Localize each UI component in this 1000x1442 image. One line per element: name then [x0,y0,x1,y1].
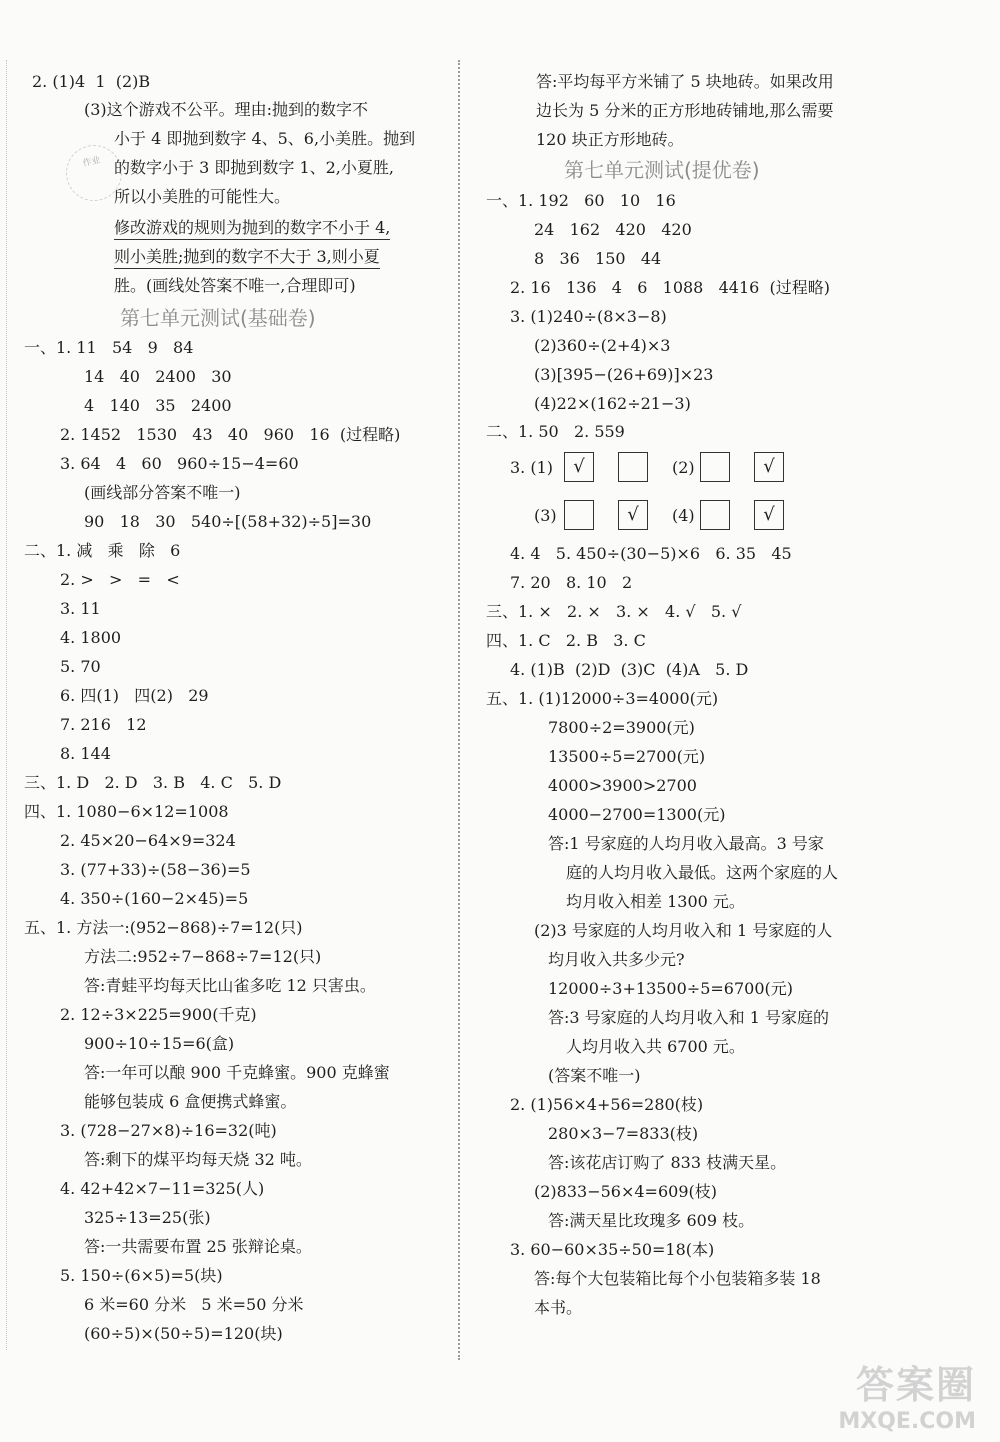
section-heading-advanced: 第七单元测试(提优卷) [564,158,760,182]
answer-line: 答:该花店订购了 833 枝满天星。 [548,1153,787,1172]
answer-check-box [618,452,648,482]
answer-line: 3. 64 4 60 960÷15−4=60 [60,454,299,473]
teacher-stamp: 作业 [61,140,127,206]
answer-line: (画线部分答案不唯一) [84,483,241,502]
answer-line: 13500÷5=2700(元) [548,747,706,766]
answer-line: 4. 4 5. 450÷(30−5)×6 6. 35 45 [510,544,792,563]
answer-line: 答:一年可以酿 900 千克蜂蜜。900 克蜂蜜 [84,1063,390,1082]
answer-check-box [700,452,730,482]
answer-line: (3)[395−(26+69)]×23 [534,365,714,384]
answer-line: 900÷10÷15=6(盒) [84,1034,235,1053]
answer-line: 四、1. C 2. B 3. C [486,631,646,650]
answer-line: (4) [672,506,695,525]
answer-line: 6. 四(1) 四(2) 29 [60,686,209,705]
answer-line: 人均月收入共 6700 元。 [566,1037,745,1056]
answer-line: 6 米=60 分米 5 米=50 分米 [84,1295,304,1314]
answer-line: 均月收入相差 1300 元。 [566,892,745,911]
answer-line: 均月收入共多少元? [548,950,685,969]
answer-line: 2. 45×20−64×9=324 [60,831,236,850]
answer-line: 答:3 号家庭的人均月收入和 1 号家庭的 [548,1008,830,1027]
answer-line: (2)3 号家庭的人均月收入和 1 号家庭的人 [534,921,833,940]
answer-line: 5. 150÷(6×5)=5(块) [60,1266,223,1285]
answer-line: 小于 4 即抛到数字 4、5、6,小美胜。抛到 [114,129,416,148]
answer-line: 2. (1)56×4+56=280(枝) [510,1095,704,1114]
answer-line: 庭的人均月收入最低。这两个家庭的人 [566,863,839,882]
answer-line: 7. 20 8. 10 2 [510,573,633,592]
answer-line: (答案不唯一) [548,1066,641,1085]
answer-line: 3. 60−60×35÷50=18(本) [510,1240,715,1259]
answer-line: 答:满天星比玫瑰多 609 枝。 [548,1211,755,1230]
answer-line: (3) [534,506,557,525]
answer-line: 2. > > = < [60,570,180,589]
answer-line: 280×3−7=833(枝) [548,1124,699,1143]
answer-line: 答:青蛙平均每天比山雀多吃 12 只害虫。 [84,976,376,995]
answer-line: 8. 144 [60,744,111,763]
answer-line: 2. 1452 1530 43 40 960 16 (过程略) [60,425,401,444]
answer-line: 4. (1)B (2)D (3)C (4)A 5. D [510,660,749,679]
answer-line: 答:平均每平方米铺了 5 块地砖。如果改用 [536,72,834,91]
page-edge-rule [6,60,7,1350]
answer-check-box: √ [754,452,784,482]
answer-line: 4000−2700=1300(元) [548,805,726,824]
answer-line: 答:1 号家庭的人均月收入最高。3 号家 [548,834,824,853]
answer-line: 7. 216 12 [60,715,147,734]
answer-line: 12000÷3+13500÷5=6700(元) [548,979,793,998]
answer-line: 4 140 35 2400 [84,396,232,415]
answer-line: (4)22×(162÷21−3) [534,394,691,413]
answer-line: (2) [672,458,695,477]
watermark-logo: 答案圈 [855,1363,976,1407]
answer-line: 答:每个大包装箱比每个小包装箱多装 18 [534,1269,821,1288]
answer-line: 一、1. 192 60 10 16 [486,191,676,210]
answer-line: 一、1. 11 54 9 84 [24,338,194,357]
answer-check-box: √ [564,452,594,482]
answer-line: 三、1. D 2. D 3. B 4. C 5. D [24,773,282,792]
answer-line: 3. (1) [510,458,554,477]
answer-line: 24 162 420 420 [534,220,692,239]
answer-line: 2. (1)4 1 (2)B [32,72,151,91]
right-column [486,60,976,1362]
answer-line: 2. 12÷3×225=900(千克) [60,1005,257,1024]
answer-line: 本书。 [534,1298,583,1317]
answer-line: 边长为 5 分米的正方形地砖铺地,那么需要 [536,101,834,120]
answer-line: (3)这个游戏不公平。理由:抛到的数字不 [84,100,369,119]
answer-line: 五、1. 方法一:(952−868)÷7=12(只) [24,918,303,937]
answer-line: 3. (728−27×8)÷16=32(吨) [60,1121,277,1140]
answer-line: 90 18 30 540÷[(58+32)÷5]=30 [84,512,372,531]
answer-line: (60÷5)×(50÷5)=120(块) [84,1324,283,1343]
underlined-answer-line: 则小美胜;抛到的数字不大于 3,则小夏 [114,247,380,269]
answer-line: 4. 1800 [60,628,122,647]
underlined-answer-line: 修改游戏的规则为抛到的数字不小于 4, [114,218,390,240]
answer-check-box [700,500,730,530]
answer-line: 二、1. 50 2. 559 [486,422,625,441]
answer-line: 方法二:952÷7−868÷7=12(只) [84,947,322,966]
answer-line: 5. 70 [60,657,101,676]
answer-check-box: √ [618,500,648,530]
answer-line: 7800÷2=3900(元) [548,718,695,737]
answer-line: 325÷13=25(张) [84,1208,211,1227]
answer-check-box: √ [754,500,784,530]
answer-line: 答:剩下的煤平均每天烧 32 吨。 [84,1150,312,1169]
answer-line: 4. 42+42×7−11=325(人) [60,1179,265,1198]
answer-line: 3. (1)240÷(8×3−8) [510,307,667,326]
answer-line: 能够包装成 6 盒便携式蜂蜜。 [84,1092,297,1111]
answer-line: 3. 11 [60,599,101,618]
answer-line: 答:一共需要布置 25 张辩论桌。 [84,1237,312,1256]
answer-line: 二、1. 减 乘 除 6 [24,541,181,560]
site-watermark [806,1354,976,1434]
watermark-url: MXQE.COM [838,1409,976,1434]
left-column [24,60,440,1362]
answer-line: 14 40 2400 30 [84,367,232,386]
section-heading-basic: 第七单元测试(基础卷) [120,306,316,330]
answer-line: 3. (77+33)÷(58−36)=5 [60,860,251,879]
answer-line: 4000>3900>2700 [548,776,697,795]
answer-line: 120 块正方形地砖。 [536,130,684,149]
answer-line: 三、1. × 2. × 3. × 4. √ 5. √ [486,602,742,621]
answer-line: (2)833−56×4=609(枝) [534,1182,717,1201]
answer-line: 胜。(画线处答案不唯一,合理即可) [114,276,356,295]
answer-line: 8 36 150 44 [534,249,662,268]
answer-check-box [564,500,594,530]
answer-line: 2. 16 136 4 6 1088 4416 (过程略) [510,278,830,297]
answer-line: 五、1. (1)12000÷3=4000(元) [486,689,719,708]
answer-line: (2)360÷(2+4)×3 [534,336,671,355]
answer-line: 四、1. 1080−6×12=1008 [24,802,229,821]
answer-line: 的数字小于 3 即抛到数字 1、2,小夏胜, [114,158,394,177]
answer-line: 所以小美胜的可能性大。 [114,187,291,206]
answer-line: 4. 350÷(160−2×45)=5 [60,889,249,908]
column-divider [458,60,460,1360]
